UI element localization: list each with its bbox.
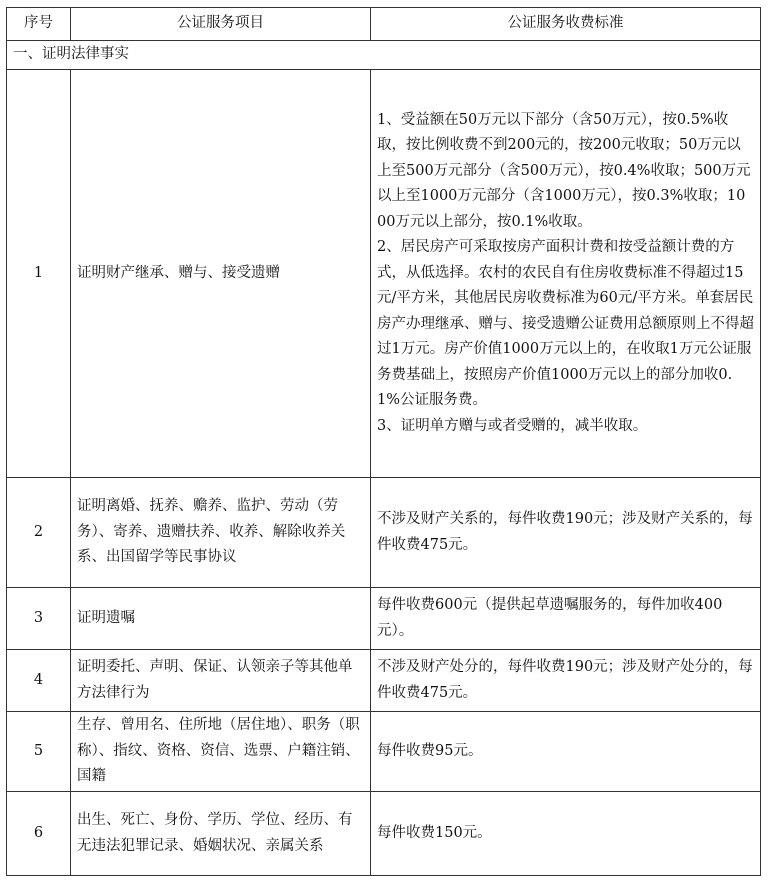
fee-standard-clause-2: 2、居民房产可采取按房产面积计费和按受益额计费的方式，从低选择。农村的农民自有住房收费标准不得超过15元/平方米，其他居民房收费标准为60元/平方米。单套居民房产办理继承、赠与、接受遗赠公证费用总额原则上不得超过1万元。房产价值1000万元以上的，在收取1万元公证服务费基础上，按照房产价值1000万元以上的部分加收0.1%公证服务费。 (377, 239, 754, 409)
row-service-item: 出生、死亡、身份、学历、学位、经历、有无违法犯罪记录、婚姻状况、亲属关系 (71, 792, 371, 876)
header-service-item: 公证服务项目 (71, 8, 371, 41)
table-header-row (7, 8, 761, 41)
table-row (7, 712, 761, 792)
row-fee-standard: 每件收费600元（提供起草遗嘱服务的，每件加收400元）。 (371, 588, 761, 650)
row-service-item: 证明财产继承、赠与、接受遗赠 (71, 70, 371, 478)
section-row (7, 41, 761, 70)
row-number: 1 (7, 70, 71, 478)
fee-standard-clause-3: 3、证明单方赠与或者受赠的，减半收取。 (377, 417, 648, 434)
table-row (7, 650, 761, 712)
row-number: 3 (7, 588, 71, 650)
table-row (7, 478, 761, 588)
row-number: 6 (7, 792, 71, 876)
fee-standard-clause-1: 1、受益额在50万元以下部分（含50万元），按0.5%收取，按比例收费不到200元的，按200元收取；50万元以上至500万元部分（含500万元），按0.4%收取；500万元以上至1000万元部分（含1000万元），按0.3%收取；1000万元以上部分，按0.1%收取。 (377, 111, 751, 230)
row-fee-standard: 不涉及财产关系的，每件收费190元；涉及财产关系的，每件收费475元。 (371, 478, 761, 588)
row-service-item: 证明遗嘱 (71, 588, 371, 650)
row-fee-standard: 每件收费95元。 (371, 712, 761, 792)
row-service-item: 证明离婚、抚养、赡养、监护、劳动（劳务）、寄养、遗赠扶养、收养、解除收养关系、出国留学等民事协议 (71, 478, 371, 588)
row-number: 5 (7, 712, 71, 792)
row-service-item: 生存、曾用名、住所地（居住地）、职务（职称）、指纹、资格、资信、选票、户籍注销、国籍 (71, 712, 371, 792)
header-serial-number: 序号 (7, 8, 71, 41)
table-row (7, 588, 761, 650)
table-row (7, 70, 761, 478)
row-fee-standard: 每件收费150元。 (371, 792, 761, 876)
section-title: 一、证明法律事实 (7, 41, 761, 70)
header-fee-standard: 公证服务收费标准 (371, 8, 761, 41)
row-service-item: 证明委托、声明、保证、认领亲子等其他单方法律行为 (71, 650, 371, 712)
row-fee-standard (371, 70, 761, 478)
row-number: 4 (7, 650, 71, 712)
row-fee-standard: 不涉及财产处分的，每件收费190元；涉及财产处分的，每件收费475元。 (371, 650, 761, 712)
row-number: 2 (7, 478, 71, 588)
notary-fee-table (6, 7, 761, 876)
table-row (7, 792, 761, 876)
